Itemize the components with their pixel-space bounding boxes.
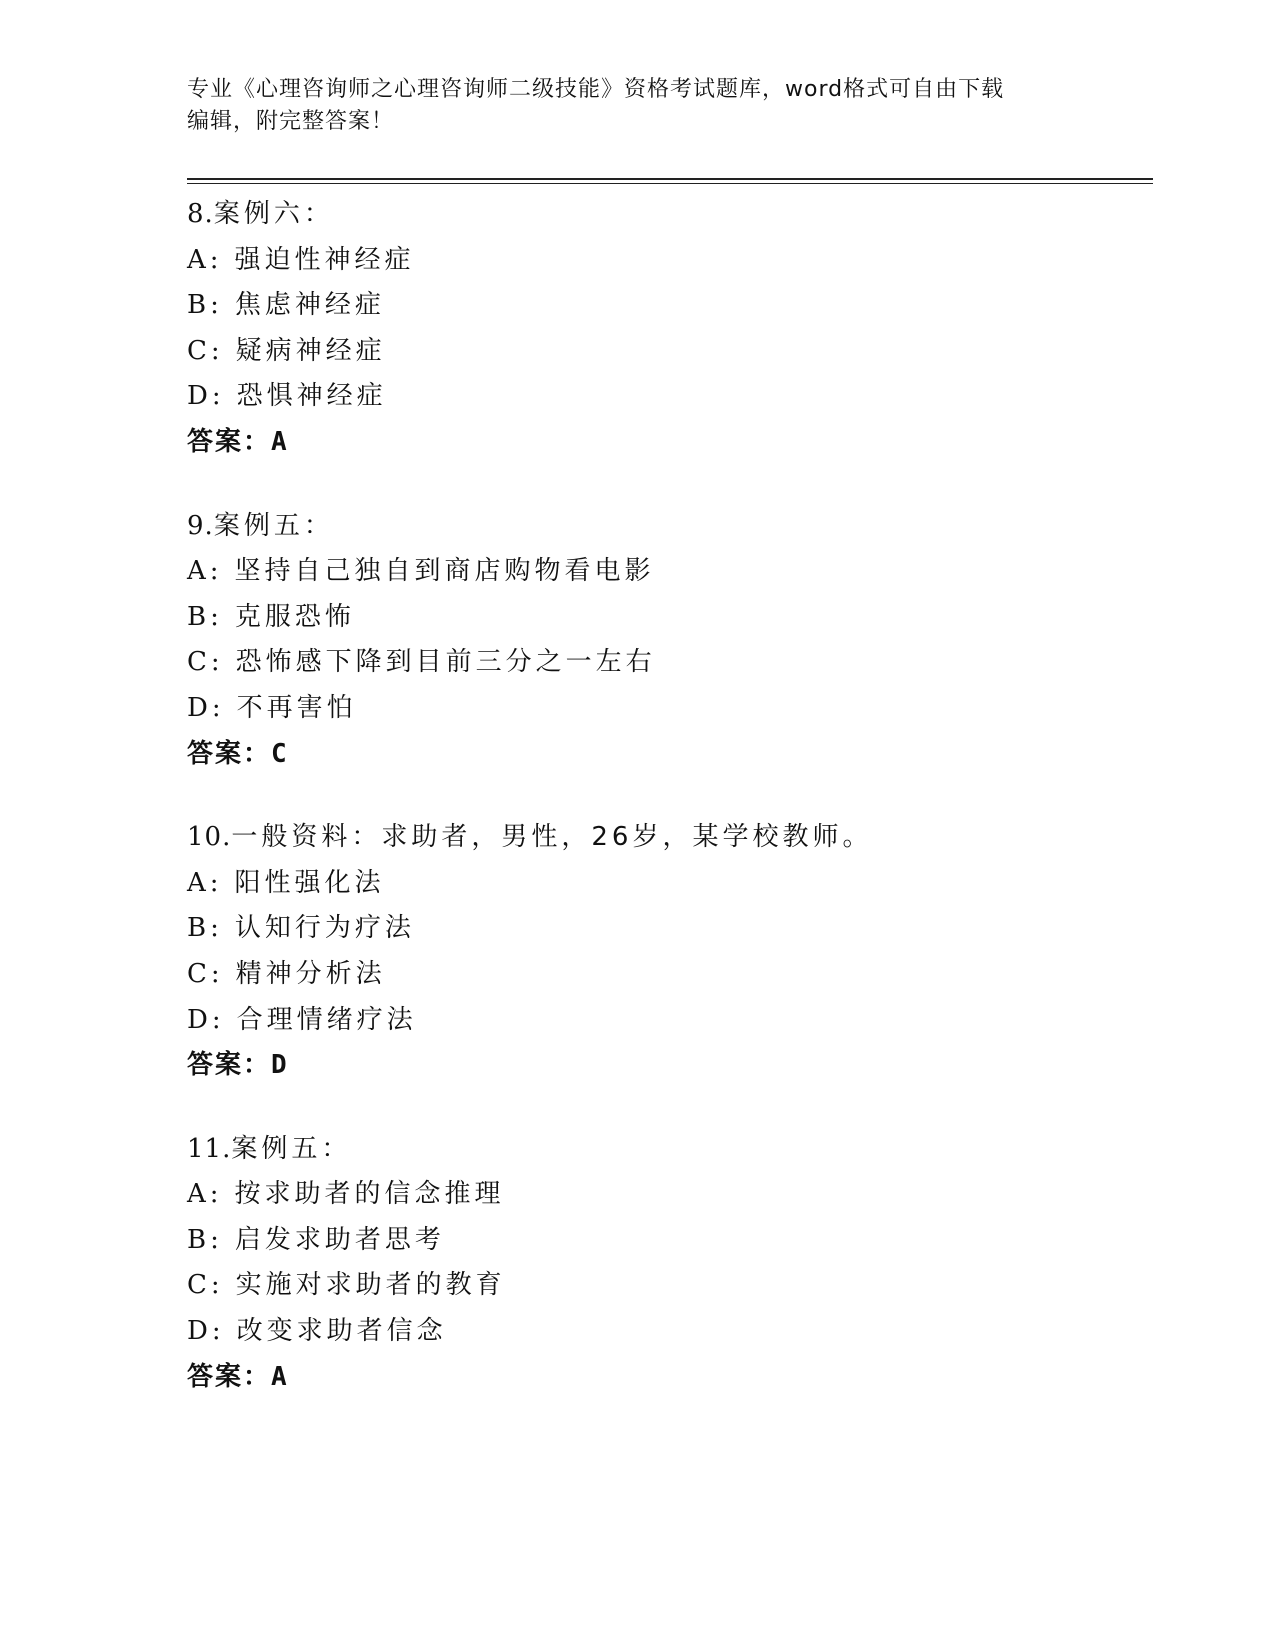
option-text: 恐惧神经症 [236, 381, 387, 412]
question-title [187, 815, 1147, 861]
option-d [187, 686, 1147, 732]
option-b [187, 283, 1147, 329]
option-d [187, 374, 1147, 420]
answer-line [187, 420, 1147, 466]
header-divider-thick [187, 178, 1153, 180]
option-text: 恐怖感下降到目前三分之一左右 [235, 647, 656, 678]
option-text: 启发求助者思考 [234, 1224, 445, 1255]
question-10 [187, 815, 1147, 1089]
option-letter: D: [187, 692, 225, 723]
question-stem: 案例六： [213, 199, 334, 229]
option-letter: C: [187, 1270, 224, 1301]
option-letter: B: [187, 913, 223, 944]
question-title [187, 1127, 1147, 1173]
question-list [187, 192, 1147, 1438]
answer-value: D [271, 1050, 289, 1081]
option-b [187, 906, 1147, 952]
question-8 [187, 192, 1147, 466]
answer-label: 答案： [187, 738, 272, 769]
option-text: 精神分析法 [235, 958, 386, 989]
option-letter: C: [187, 958, 224, 989]
option-letter: B: [187, 601, 223, 632]
option-d [187, 1309, 1147, 1355]
option-letter: D: [187, 1004, 225, 1035]
question-number: 9. [187, 510, 214, 541]
question-stem: 案例五： [213, 510, 334, 541]
option-c [187, 329, 1147, 375]
answer-label: 答案： [187, 1050, 272, 1081]
option-letter: A: [187, 1179, 223, 1210]
option-c [187, 640, 1147, 686]
option-text: 阳性强化法 [234, 867, 385, 898]
answer-value: A [271, 426, 289, 457]
option-b [187, 1218, 1147, 1264]
question-title [187, 192, 1147, 238]
question-stem: 一般资料：求助者，男性，26岁，某学校教师。 [231, 822, 873, 853]
option-d [187, 998, 1147, 1044]
option-letter: B: [187, 290, 223, 321]
option-text: 强迫性神经症 [234, 244, 415, 275]
option-letter: A: [187, 867, 223, 898]
option-text: 实施对求助者的教育 [235, 1270, 506, 1301]
option-a [187, 549, 1147, 595]
question-stem: 案例五： [231, 1133, 352, 1164]
question-9 [187, 504, 1147, 778]
question-title [187, 504, 1147, 550]
option-letter: D: [187, 1316, 225, 1347]
question-number: 11. [187, 1133, 232, 1164]
answer-line [187, 732, 1147, 778]
option-text: 坚持自己独自到商店购物看电影 [234, 556, 655, 587]
option-a [187, 1172, 1147, 1218]
option-text: 合理情绪疗法 [236, 1004, 417, 1035]
answer-line [187, 1355, 1147, 1401]
option-c [187, 1263, 1147, 1309]
option-b [187, 595, 1147, 641]
option-a [187, 238, 1147, 284]
option-text: 改变求助者信念 [236, 1316, 447, 1347]
option-text: 疑病神经症 [235, 335, 386, 366]
option-letter: A: [187, 556, 223, 587]
option-letter: C: [187, 335, 224, 366]
question-11 [187, 1127, 1147, 1401]
option-text: 克服恐怖 [234, 601, 355, 632]
option-text: 不再害怕 [236, 692, 357, 723]
answer-value: C [271, 738, 289, 769]
option-text: 焦虑神经症 [234, 290, 385, 321]
option-a [187, 861, 1147, 907]
answer-line [187, 1043, 1147, 1089]
header-line-1: 专业《心理咨询师之心理咨询师二级技能》资格考试题库，word格式可自由下载 [187, 77, 1005, 102]
option-letter: C: [187, 647, 224, 678]
answer-label: 答案： [187, 426, 272, 457]
option-letter: A: [187, 244, 223, 275]
option-c [187, 952, 1147, 998]
option-letter: B: [187, 1224, 223, 1255]
answer-value: A [271, 1361, 289, 1392]
question-number: 8. [187, 199, 214, 229]
option-letter: D: [187, 381, 225, 412]
header-divider-thin [187, 183, 1153, 184]
question-number: 10. [187, 822, 232, 853]
option-text: 按求助者的信念推理 [234, 1179, 505, 1210]
document-header [187, 74, 1087, 138]
answer-label: 答案： [187, 1361, 272, 1392]
option-text: 认知行为疗法 [234, 913, 415, 944]
header-line-2: 编辑，附完整答案！ [187, 109, 395, 134]
